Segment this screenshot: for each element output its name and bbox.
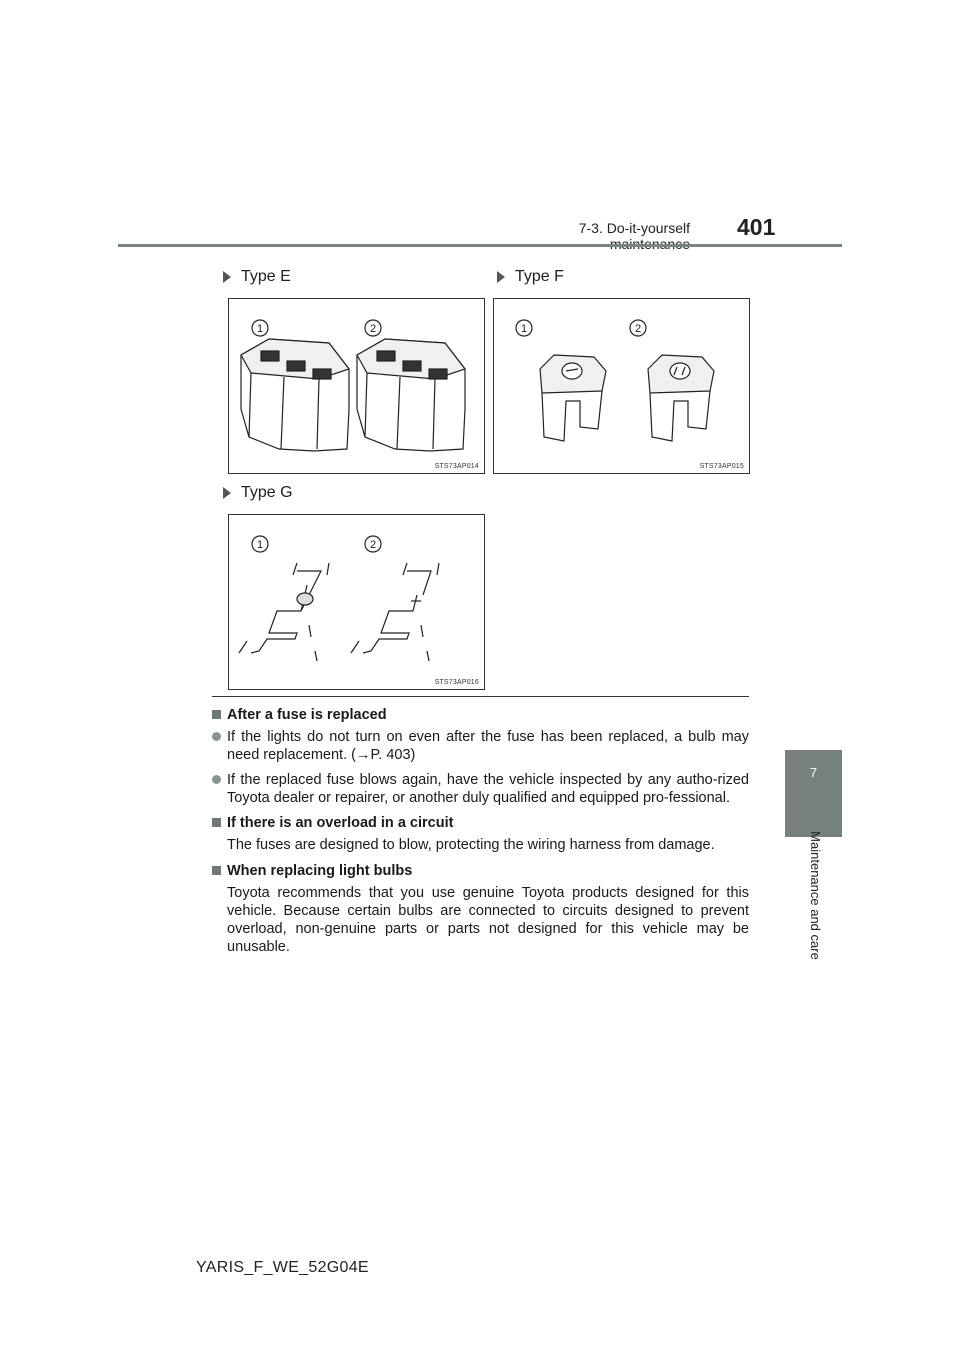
- callout-1: 1: [256, 323, 264, 335]
- figure-type-f: [493, 298, 750, 474]
- heading-replacing-bulbs: [212, 862, 749, 880]
- callout-1: 1: [520, 323, 528, 335]
- circle-bullet-icon: [212, 732, 221, 741]
- list-item: [212, 771, 749, 807]
- fuse-type-e-illustration: [229, 299, 484, 473]
- list-item-text: If the lights do not turn on even after the fuse has been replaced, a bulb may need replacement. (→P. 403): [227, 729, 749, 763]
- list-item-text: If the replaced fuse blows again, have the vehicle inspected by any autho-rized Toyota dealer or repairer, or another duly qualified and equipped pro-fessional.: [227, 772, 749, 806]
- figure-code: STS73AP016: [434, 679, 479, 686]
- square-bullet-icon: [212, 818, 221, 827]
- type-f-label-text: Type F: [515, 268, 564, 285]
- square-bullet-icon: [212, 710, 221, 719]
- list-item: [212, 728, 749, 764]
- circle-bullet-icon: [212, 775, 221, 784]
- heading-text: When replacing light bulbs: [227, 863, 413, 879]
- square-bullet-icon: [212, 866, 221, 875]
- callout-2: 2: [369, 539, 377, 551]
- notes-content: [212, 706, 749, 964]
- heading-text: If there is an overload in a circuit: [227, 815, 454, 831]
- type-e-label-text: Type E: [241, 268, 291, 285]
- heading-text: After a fuse is replaced: [227, 707, 387, 723]
- fuse-type-f-illustration: [494, 299, 749, 473]
- type-e-label: [223, 268, 291, 286]
- triangle-icon: [223, 271, 231, 283]
- paragraph: Toyota recommends that you use genuine Toyota products designed for this vehicle. Because certain bulbs are connected to circuits designed to prevent overload, non-genuine parts or parts not designed for this vehicle may be unusable.: [227, 885, 749, 955]
- figure-code: STS73AP015: [699, 463, 744, 470]
- callout-1: 1: [256, 539, 264, 551]
- manual-code: YARIS_F_WE_52G04E: [196, 1259, 369, 1276]
- type-f-label: [497, 268, 564, 286]
- callout-2: 2: [369, 323, 377, 335]
- triangle-icon: [223, 487, 231, 499]
- header-rule: [118, 244, 842, 247]
- chapter-label: [740, 820, 890, 970]
- section-separator: [212, 696, 749, 697]
- triangle-icon: [497, 271, 505, 283]
- figure-type-e: [228, 298, 485, 474]
- chapter-number: 7: [809, 765, 818, 780]
- page-number: 401: [737, 214, 776, 240]
- figure-type-g: [228, 514, 485, 690]
- fuse-type-g-illustration: [229, 515, 484, 689]
- heading-after-fuse-replaced: [212, 706, 749, 724]
- callout-2: 2: [634, 323, 642, 335]
- paragraph: The fuses are designed to blow, protecting the wiring harness from damage.: [227, 837, 715, 853]
- heading-overload-circuit: [212, 814, 749, 832]
- type-g-label: [223, 484, 293, 502]
- section-title: 7-3. Do-it-yourself: [578, 220, 690, 236]
- chapter-label-text: Maintenance and care: [807, 830, 823, 960]
- figure-code: STS73AP014: [434, 463, 479, 470]
- type-g-label-text: Type G: [241, 484, 293, 501]
